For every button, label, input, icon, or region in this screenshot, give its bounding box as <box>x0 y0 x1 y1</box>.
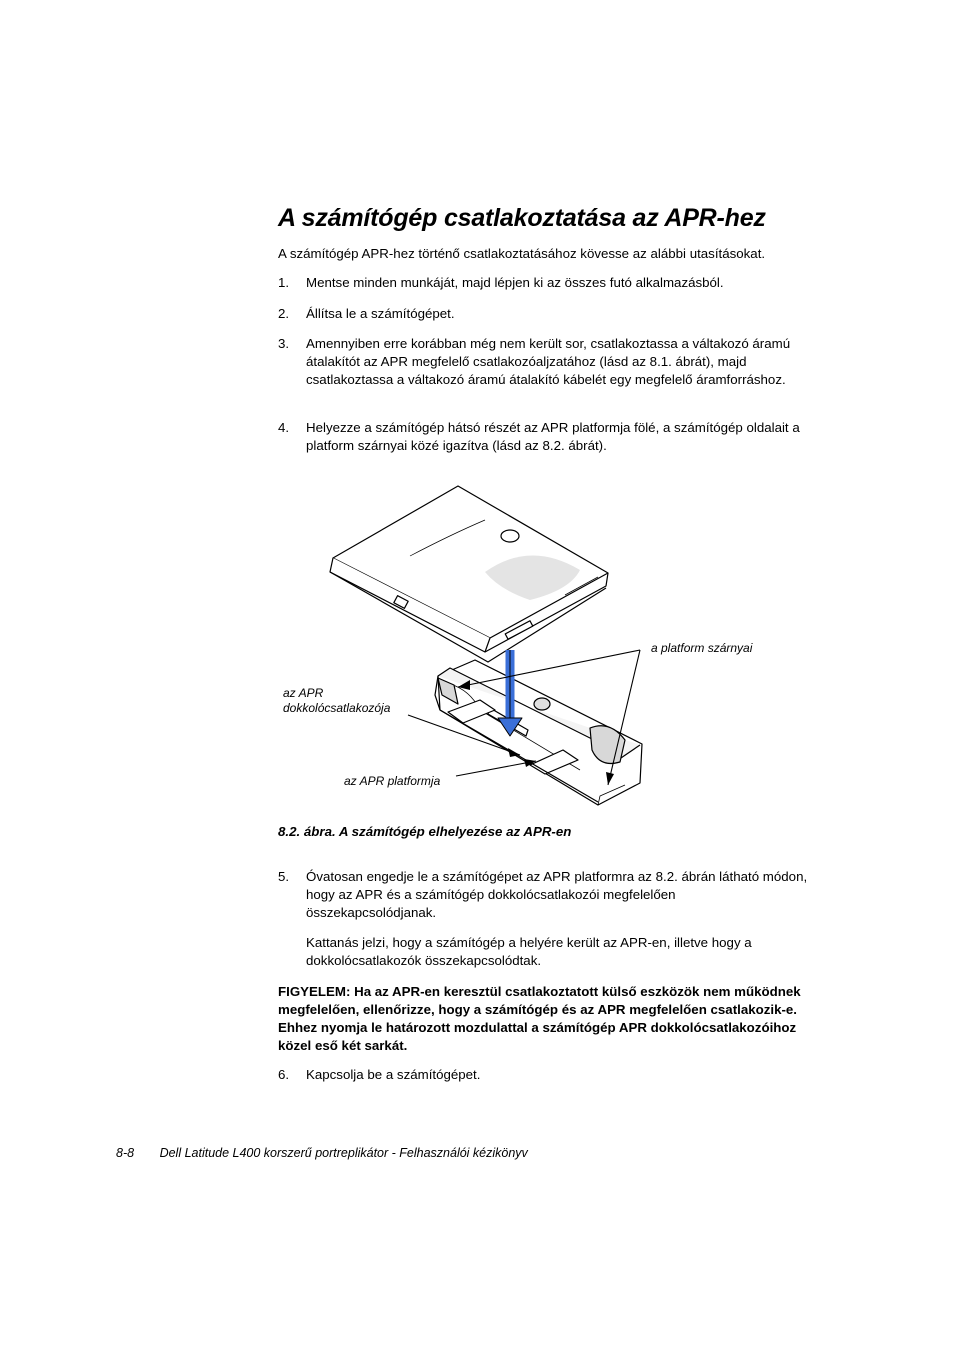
step-number: 2. <box>278 306 290 321</box>
figure-illustration <box>280 480 680 810</box>
step-number: 6. <box>278 1067 290 1082</box>
notice-block: FIGYELEM: Ha az APR-en keresztül csatlakoztatott külső eszközök nem működnek megfelelően, ellenőrizze, hogy a számítógép és az APR megfelelően csatlakozik-e. Ehhez nyomja le határozott mozdulattal a számítógép APR dokkolócsatlakozóihoz közel eső két sarkát. <box>278 984 801 1053</box>
figure-caption: 8.2. ábra. A számítógép elhelyezése az APR-en <box>278 824 572 839</box>
step-text: Kapcsolja be a számítógépet. <box>306 1067 481 1082</box>
step-number: 4. <box>278 420 290 435</box>
step-text: Állítsa le a számítógépet. <box>306 306 455 321</box>
step-text: Helyezze a számítógép hátsó részét az APR platformja fölé, a számítógép oldalait a platform szárnyai közé igazítva (lásd az 8.2. ábrát). <box>306 420 800 453</box>
callout-platform-wings: a platform szárnyai <box>651 641 753 655</box>
footer-title: Dell Latitude L400 korszerű portreplikátor - Felhasználói kézikönyv <box>159 1146 528 1160</box>
page-number: 8-8 <box>116 1146 135 1160</box>
laptop-illustration <box>330 486 608 662</box>
intro-text: A számítógép APR-hez történő csatlakoztatásához kövesse az alábbi utasításokat. <box>278 246 766 261</box>
step-text: Óvatosan engedje le a számítógépet az APR platformra az 8.2. ábrán látható módon, hogy az APR és a számítógép dokkolócsatlakozói megfelelően összekapcsolódjanak. <box>306 869 808 920</box>
callout-apr-platform: az APR platformja <box>344 774 441 788</box>
step-number: 5. <box>278 869 290 884</box>
callout-connector-line1: az APR <box>283 686 324 700</box>
list-item <box>278 305 818 323</box>
apr-platform-illustration <box>435 660 642 805</box>
list-item <box>278 274 818 292</box>
step-text: Amennyiben erre korábban még nem került sor, csatlakoztassa a váltakozó áramú átalakítót az APR megfelelő csatlakozóaljzatához (lásd az 8.1. ábrát), majd csatlakoztassa a váltakozó áramú átalakító kábelét egy megfelelő áramforráshoz. <box>306 336 791 387</box>
step-number: 3. <box>278 336 290 351</box>
list-item <box>278 419 803 455</box>
step-number: 1. <box>278 275 290 290</box>
callout-connector-line2: dokkolócsatlakozója <box>283 701 391 715</box>
list-item <box>278 335 808 389</box>
page-footer <box>116 1146 528 1160</box>
step5-followup-text: Kattanás jelzi, hogy a számítógép a helyére került az APR-en, illetve hogy a dokkolócsatlakozók összekapcsolódtak. <box>306 935 752 968</box>
list-item <box>278 868 808 922</box>
list-item <box>278 1066 818 1084</box>
step-text: Mentse minden munkáját, majd lépjen ki az összes futó alkalmazásból. <box>306 275 724 290</box>
callout-apr-connector <box>283 686 390 716</box>
page-title: A számítógép csatlakoztatása az APR-hez <box>278 204 766 232</box>
